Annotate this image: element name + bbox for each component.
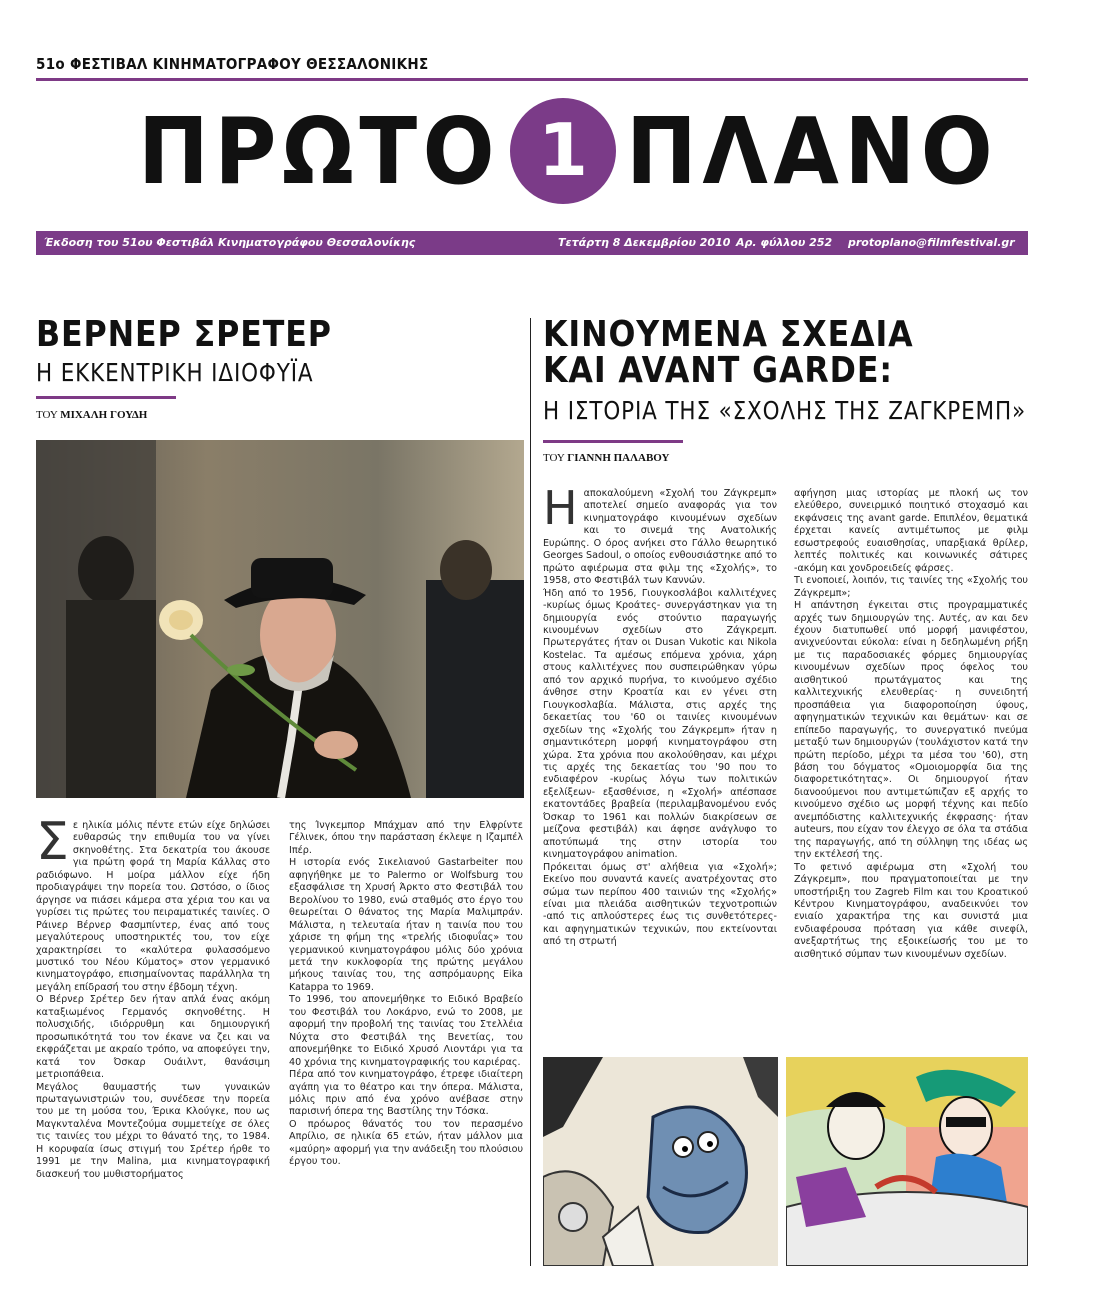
left-byline-author: ΜΙΧΑΛΗ ΓΟΥΔΗ	[60, 409, 148, 421]
right-article-title-line1: ΚΙΝΟΥΜΕΝΑ ΣΧΕΔΙΑ	[543, 314, 914, 355]
left-col2-para: Ο πρόωρος θάνατός του τον περασμένο Απρίλιο, σε ηλικία 65 ετών, ήταν μάλλον μια «μαύρη» αφορμή για την ανάδειξη του πλούσιου έργου του.	[289, 1118, 524, 1168]
band-edition: Έκδοση του 51ου Φεστιβάλ Κινηματογράφου Θεσσαλονίκης	[44, 236, 416, 249]
band-email: protoplano@filmfestival.gr	[848, 236, 1015, 249]
right-col2-para: Τι ενοποιεί, λοιπόν, τις ταινίες της «Σχολής του Ζάγκρεμπ»;	[794, 575, 1028, 599]
right-title-rule	[543, 440, 683, 443]
right-article-col1	[543, 481, 778, 1068]
animation-illustration-1	[543, 1057, 778, 1266]
band-issue: Αρ. φύλλου 252	[736, 236, 833, 249]
masthead	[36, 96, 1028, 206]
left-drop-cap: Σ	[36, 812, 69, 872]
photo-werner-schroeter	[36, 440, 524, 798]
left-title-rule	[36, 396, 176, 399]
masthead-right: ΠΛΑΝΟ	[626, 98, 999, 205]
left-col2-para: Πέρα από τον κινηματογράφο, έτρεφε ιδιαίτερη αγάπη για το θέατρο και την όπερα. Μάλιστα, μόλις πριν από ένα χρόνο ανέβασε στην παρισινή όπερα της Βαστίλης την Τόσκα.	[289, 1069, 523, 1118]
right-article-col2	[794, 488, 1028, 1068]
left-col2-para: Η ιστορία ενός Σικελιανού Gastarbeiter που αφηγήθηκε με το Palermo or Wolfsburg του εξασφάλισε τη Χρυσή Άρκτο στο Φεστιβάλ του Βερολίνου το 1980, ενώ σταθμός στο έργο του θεωρείται Ο θάνατος της Μαρία Μαλιμπράν. Μάλιστα, η τελευταία ήταν η ταινία που του χάρισε τη φήμη της «τρελής ιδιοφυΐας» του γερμανικού κινηματογράφου μόλις δύο χρόνια μετά την κυκλοφορία της πρώτης μεγάλου μήκους ταινίας του, της ασπρόμαυρης Eika Katappa το 1969.	[289, 857, 523, 993]
right-byline-author: ΓΙΑΝΝΗ ΠΑΛΑΒΟΥ	[567, 452, 670, 464]
right-col1-para: Ήδη από το 1956, Γιουγκοσλάβοι καλλιτέχνες -κυρίως όμως Κροάτες- συνεργάστηκαν για τη δημιουργία ενός στούντιο παραγωγής κινουμένων σχεδίων στο Ζάγκρεμπ. Πρωτεργάτες ήταν οι Dusan Vukotic και Nikola Kostelac. Τα αμέσως επόμενα χρόνια, χάρη στους καλλιτέχνες που συσπειρώθηκαν γύρω από τον αρχικό πυρήνα, το κινούμενο σχέδιο άνθησε στην Κροατία και εν γένει στη Γιουγκοσλαβία. Μάλιστα, στις αρχές της δεκαετίας του '60 οι ταινίες κινουμένων σχεδίων της «Σχολής του Ζάγκρεμπ» ήταν η σημαντικότερη μορφή κινηματογράφου στη χώρα. Στα χρόνια που ακολούθησαν, και μέχρι τις αρχές της δεκαετίας του '90 που το ενδιαφέρον -κυρίως λόγω των πολιτικών εξελίξεων- εξασθένισε, η «Σχολή» απέσπασε εκατοντάδες βραβεία (περιλαμβανομένου ενός Όσκαρ το 1961 και πολλών διακρίσεων σε μείζονα φεστιβάλ) και άφησε ανάγλυφο το αποτύπωμά της στην ιστορία του κινηματογράφου animation.	[543, 587, 777, 861]
left-col1-para: Μεγάλος θαυμαστής των γυναικών πρωταγωνιστριών του, συνέδεσε την πορεία του με τη μούσα του, Έρικα Κλούγκε, που ως Μαγκνταλένα Μοντεζούμα συμμετείχε σε όλες τις ταινίες του μέχρι το θάνατό της, το 1984. Η κορυφαία ίσως στιγμή του Σρέτερ ήρθε το 1991 με την Malina, μια κινηματογραφική διασκευή του μυθιστορήματος	[36, 1081, 270, 1180]
right-col1-para: αποκαλούμενη «Σχολή του Ζάγκρεμπ» αποτελεί σημείο αναφοράς για τον κινηματογράφο κινουμένων σχεδίων και το σινεμά της Ανατολικής Ευρώπης. Ο όρος ανήκει στο Γάλλο θεωρητικό Georges Sadoul, ο οποίος ενθουσιάστηκε από το πρώτο αφιέρωμα στα φιλμ της «Σχολής», το 1958, στο Φεστιβάλ των Καννών.	[543, 488, 778, 587]
right-byline	[543, 452, 670, 464]
right-col2-para: αφήγηση μιας ιστορίας με πλοκή ως τον ελεύθερο, συνειρμικό ποιητικό στοχασμό και εκφάνσεις της avant garde. Επιπλέον, θεματικά έρχεται κανείς αντιμέτωπος με φιλμ εσωστρεφούς ευαισθησίας, υπαρξιακά θρίλερ, λεπτές πολιτικές και κοινωνικές σάτιρες -ακόμη και χονδροειδείς φάρσες.	[794, 488, 1028, 574]
column-divider	[530, 318, 531, 1266]
band-date: Τετάρτη 8 Δεκεμβρίου 2010	[558, 236, 731, 249]
left-col1-para: ε ηλικία μόλις πέντε ετών είχε δηλώσει ευθαρσώς την επιθυμία του να γίνει σκηνοθέτης. Στα δεκατρία του άκουσε για πρώτη φορά τη Μαρία Κάλλας στο ραδιόφωνο. Η μοίρα μάλλον είχε ήδη προδιαγράψει την πορεία του. Ωστόσο, ο ίδιος άργησε να πιάσει κάμερα στα χέρια του και να γυρίσει τις πρώτες του πειραματικές ταινίες. Ο Ράινερ Βέρνερ Φασμπίντερ, ένας από τους μεγαλύτερους υποστηρικτές του, τον είχε χαρακτηρίσει το «καλύτερα φυλασσόμενο μυστικό του Νέου Κύματος» στον γερμανικό κινηματογράφο, επισημαίνοντας παράλληλα τη μεγάλη επίδρασή του στην έβδομη τέχνη.	[36, 820, 270, 993]
masthead-number-circle: 1	[510, 98, 616, 204]
left-col1-para: Ο Βέρνερ Σρέτερ δεν ήταν απλά ένας ακόμη καταξιωμένος Γερμανός σκηνοθέτης. Η πολυσχιδής, ιδιόρρυθμη και δημιουργική προσωπικότητά του τον έκανε να ζει και να εκφράζεται με ακραίο τρόπο, να αποφεύγει την, κατά τον Όσκαρ Ουάιλντ, θανάσιμη μετριοπάθεια.	[36, 994, 270, 1081]
right-byline-prefix: ΤΟΥ	[543, 452, 565, 464]
left-article-col1	[36, 812, 270, 1260]
festival-line: 51ο ΦΕΣΤΙΒΑΛ ΚΙΝΗΜΑΤΟΓΡΑΦΟΥ ΘΕΣΣΑΛΟΝΙΚΗΣ	[36, 55, 429, 73]
left-article-subtitle: Η ΕΚΚΕΝΤΡΙΚΗ ΙΔΙΟΦΥΪΑ	[36, 358, 314, 387]
animation-still-figures	[786, 1057, 1028, 1266]
left-article-title: ΒΕΡΝΕΡ ΣΡΕΤΕΡ	[36, 314, 332, 355]
animation-illustration-2	[786, 1057, 1028, 1266]
left-col2-para: Το 1996, του απονεμήθηκε το Ειδικό Βραβείο του Φεστιβάλ του Λοκάρνο, ενώ το 2008, με αφορμή την προβολή της ταινίας του Στελλέια Νύχτα στο Φεστιβάλ της Βενετίας, του απονεμήθηκε το Ειδικό Χρυσό Λιοντάρι για τα 40 χρόνια της κινηματογραφικής του καριέρας.	[289, 994, 523, 1068]
left-col2-para: της Ίνγκεμπορ Μπάχμαν από την Ελφρίντε Γέλινεκ, όπου την παράσταση έκλεψε η Ιζαμπέλ Ιπέρ.	[289, 820, 523, 856]
info-band	[36, 231, 1028, 255]
left-byline-prefix: ΤΟΥ	[36, 409, 58, 421]
right-col2-para: Το φετινό αφιέρωμα στη «Σχολή του Ζάγκρεμπ», που πραγματοποιείται με την υποστήριξη του Zagreb Film και του Κροατικού Κέντρου Κινηματογράφου, αναδεικνύει τον ενιαίο χαρακτήρα της και συνιστά μια ενδιαφέρουσα πρόταση για κάθε σινεφίλ, ανεξαρτήτως της εξοικείωσής του με το αισθητικό σύμπαν των κινουμένων σχεδίων.	[794, 861, 1028, 960]
masthead-left: ΠΡΩΤΟ	[138, 98, 501, 205]
animation-still-fish	[543, 1057, 778, 1266]
top-rule	[36, 78, 1028, 81]
left-byline	[36, 409, 147, 421]
right-col1-para: Πρόκειται όμως στ' αλήθεια για «Σχολή»; Εκείνο που συναντά κανείς ανατρέχοντας στο σώμα των περίπου 400 ταινιών της «Σχολής» είναι μια πλειάδα αισθητικών τεχνοτροπιών -από τις απλούστερες έως τις συνθετότερες- και αφηγηματικών τεχνικών, που εκτείνονται από τη στρωτή	[543, 861, 777, 948]
photo-illustration	[36, 440, 524, 798]
right-col2-para: Η απάντηση έγκειται στις προγραμματικές αρχές των δημιουργών της. Αυτές, αν και δεν έχουν διατυπωθεί υπό μορφή μανιφέστου, ανιχνεύονται εύκολα: είναι η δεδηλωμένη ρήξη με τις παραδοσιακές φόρμες δημιουργίας κινουμένων σχεδίων προς όφελος του αισθητικού πρωτάγματος και της καλλιτεχνικής ελευθερίας· η συνειδητή προσπάθεια για διαφοροποίηση ύφους, αφηγηματικών τεχνικών και θεμάτων· και σε επίπεδο παραγωγής, το συνεργατικό πνεύμα μεταξύ των δημιουργών (τουλάχιστον κατά την πρώτη περίοδο, μέχρι τα μέσα του '60), στη βάση του δόγματος «Ομοιομορφία δια της διαφορετικότητας». Οι δημιουργοί ήταν διανοούμενοι που αντιμετώπιζαν εξ αρχής το κινούμενο σχέδιο ως μορφή τέχνης και πεδίο ανεμπόδιστης καλλιτεχνικής έκφρασης· ήταν auteurs, που είχαν τον έλεγχο σε όλα τα στάδια της παραγωγής, από τη σύλληψη της ιδέας ως την εκτέλεσή της.	[794, 600, 1028, 861]
right-article-subtitle: Η ΙΣΤΟΡΙΑ ΤΗΣ «ΣΧΟΛΗΣ ΤΗΣ ΖΑΓΚΡΕΜΠ»	[543, 396, 1026, 425]
left-article-col2	[289, 820, 523, 1260]
right-drop-cap: Η	[543, 481, 578, 535]
right-article-title-line2: ΚΑΙ AVANT GARDE:	[543, 350, 893, 391]
